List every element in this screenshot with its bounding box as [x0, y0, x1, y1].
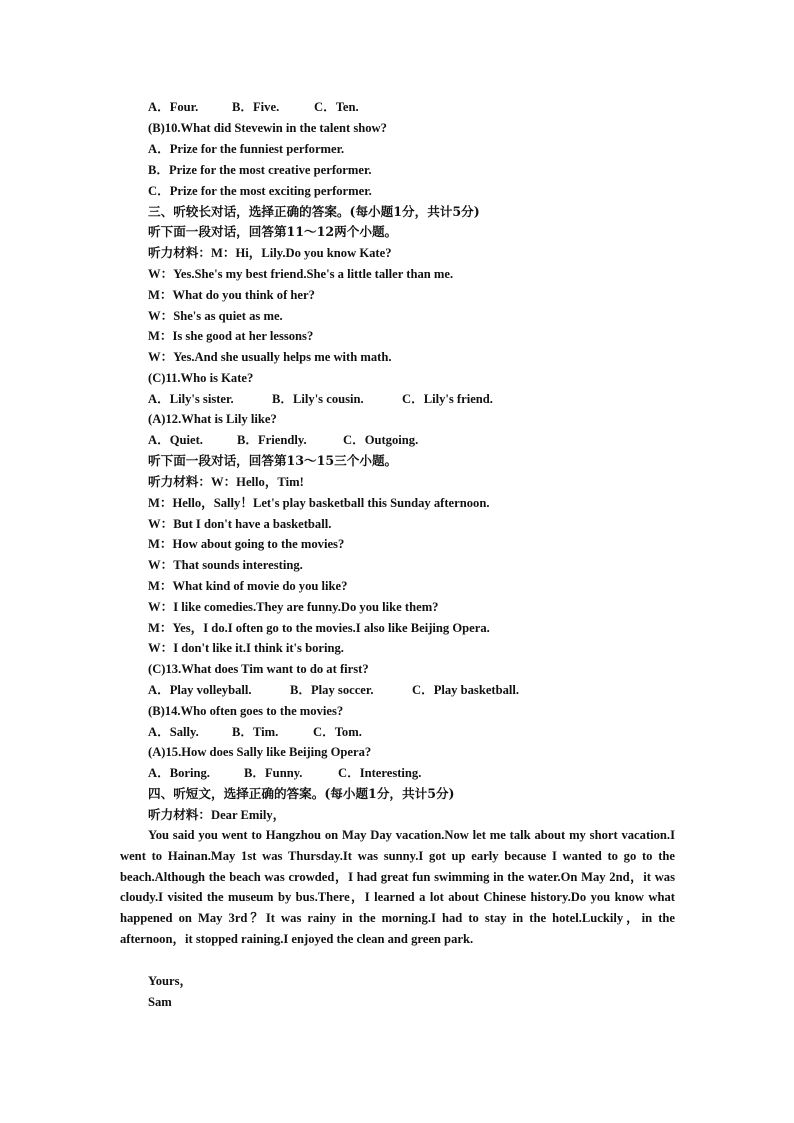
dialog-2-line: W：That sounds interesting.: [148, 558, 303, 572]
dialog-2-line: M：Yes，I do.I often go to the movies.I also like Beijing Opera.: [148, 621, 490, 635]
q9-option-b: B．Five.: [232, 100, 280, 114]
dialog-2-line: M：How about going to the movies?: [148, 537, 345, 551]
q14-option-b: B．Tim.: [232, 725, 279, 739]
dialog-1-line: 听力材料：M：Hi，Lily.Do you know Kate?: [148, 246, 392, 260]
q9-option-a: A．Four.: [148, 100, 199, 114]
q15-option-b: B．Funny.: [244, 766, 303, 780]
q10-option-c: C．Prize for the most exciting performer.: [148, 184, 372, 198]
q11-options: [148, 390, 493, 408]
q15-option-a: A．Boring.: [148, 766, 210, 780]
dialog-2-line: 听力材料：W：Hello，Tim!: [148, 475, 304, 489]
passage-greeting: 听力材料：Dear Emily，: [148, 808, 286, 822]
section-4-heading: 四、听短文，选择正确的答案。(每小题1分，共计5分): [148, 786, 455, 801]
q11-question: (C)11.Who is Kate?: [148, 371, 254, 385]
q11-option-b: B．Lily's cousin.: [272, 392, 364, 406]
q12-option-c: C．Outgoing.: [343, 433, 419, 447]
dialog-1-line: M：What do you think of her?: [148, 288, 315, 302]
dialog-1-line: W：She's as quiet as me.: [148, 309, 283, 323]
q15-option-c: C．Interesting.: [338, 766, 422, 780]
q14-options: [148, 723, 362, 741]
q15-question: (A)15.How does Sally like Beijing Opera?: [148, 745, 372, 759]
q14-question: (B)14.Who often goes to the movies?: [148, 704, 344, 718]
dialog-1-line: M：Is she good at her lessons?: [148, 329, 314, 343]
q14-option-c: C．Tom.: [313, 725, 362, 739]
dialog-1-line: W：Yes.And she usually helps me with math.: [148, 350, 392, 364]
q9-option-c: C．Ten.: [314, 100, 359, 114]
q10-option-a: A．Prize for the funniest performer.: [148, 142, 345, 156]
q15-options: [148, 764, 421, 782]
q10-question: (B)10.What did Stevewin in the talent show?: [148, 121, 387, 135]
dialog-2-intro: 听下面一段对话，回答第13～15三个小题。: [148, 453, 398, 468]
passage-signature: Sam: [148, 995, 172, 1009]
passage-closing: Yours，: [148, 974, 193, 988]
q10-option-b: B．Prize for the most creative performer.: [148, 163, 372, 177]
q14-option-a: A．Sally.: [148, 725, 199, 739]
q13-option-b: B．Play soccer.: [290, 683, 374, 697]
q9-options: [148, 98, 359, 116]
q13-question: (C)13.What does Tim want to do at first?: [148, 662, 369, 676]
q12-question: (A)12.What is Lily like?: [148, 412, 277, 426]
dialog-1-line: W：Yes.She's my best friend.She's a little taller than me.: [148, 267, 454, 281]
passage-body: You said you went to Hangzhou on May Day vacation.Now let me talk about my short vacation.I went to Hainan.May 1st was Thursday.It was sunny.I got up early because I wanted to go to the beach.Although the beach was crowded，I had great fun swimming in the water.On May 2nd，it was cloudy.I visited the museum by bus.There，I learned a lot about Chinese history.Do you know what happened on May 3rd？It was rainy in the morning.I had to stay in the hotel.Luckily，in the afternoon，it stopped raining.I enjoyed the clean and green park.: [120, 828, 675, 946]
q12-option-b: B．Friendly.: [237, 433, 307, 447]
q11-option-c: C．Lily's friend.: [402, 392, 493, 406]
q11-option-a: A．Lily's sister.: [148, 392, 234, 406]
dialog-1-intro: 听下面一段对话，回答第11～12两个小题。: [148, 224, 398, 239]
q12-options: [148, 431, 418, 449]
dialog-2-line: M：Hello，Sally！Let's play basketball this Sunday afternoon.: [148, 496, 490, 510]
dialog-2-line: W：But I don't have a basketball.: [148, 517, 332, 531]
q13-options: [148, 681, 519, 699]
dialog-2-line: W：I don't like it.I think it's boring.: [148, 641, 344, 655]
dialog-2-line: W：I like comedies.They are funny.Do you like them?: [148, 600, 439, 614]
q12-option-a: A．Quiet.: [148, 433, 203, 447]
dialog-2-line: M：What kind of movie do you like?: [148, 579, 348, 593]
section-3-heading: 三、听较长对话，选择正确的答案。(每小题1分，共计5分): [148, 204, 480, 219]
q13-option-c: C．Play basketball.: [412, 683, 520, 697]
q13-option-a: A．Play volleyball.: [148, 683, 252, 697]
